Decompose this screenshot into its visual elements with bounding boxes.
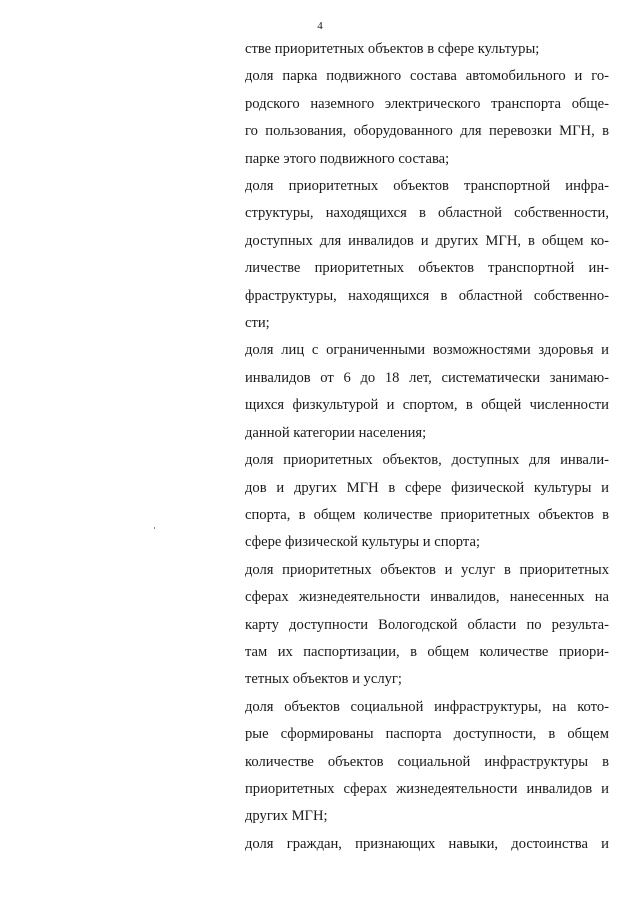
text-line: тетных объектов и услуг;	[245, 671, 402, 688]
text-line: сферах жизнедеятельности инвалидов, нанесенных на	[245, 589, 609, 606]
text-line: личестве приоритетных объектов транспортной ин-	[245, 260, 609, 277]
scan-artifact-dot	[154, 527, 155, 529]
text-line: родского наземного электрического транспорта обще-	[245, 95, 609, 112]
page-number: 4	[317, 20, 323, 32]
body-text	[245, 36, 609, 858]
text-line: рые сформированы паспорта доступности, в общем	[245, 726, 609, 743]
text-line: го пользования, оборудованного для перевозки МГН, в	[245, 123, 609, 140]
text-line: щихся физкультурой и спортом, в общей численности	[245, 397, 609, 414]
text-line: структуры, находящихся в областной собственности,	[245, 205, 609, 222]
text-line: дов и других МГН в сфере физической культуры и	[245, 479, 609, 496]
text-line: там их паспортизации, в общем количестве приори-	[245, 643, 609, 660]
text-line: данной категории населения;	[245, 424, 427, 441]
text-line: инвалидов от 6 до 18 лет, систематически занимаю-	[245, 369, 609, 386]
text-line: доля приоритетных объектов транспортной инфра-	[245, 178, 609, 195]
text-line: доля граждан, признающих навыки, достоинства и	[245, 835, 609, 852]
text-line: фраструктуры, находящихся в областной собственно-	[245, 287, 609, 304]
text-line: стве приоритетных объектов в сфере культуры;	[245, 41, 540, 57]
text-line: доступных для инвалидов и других МГН, в общем ко-	[245, 232, 609, 249]
text-line: других МГН;	[245, 808, 328, 825]
text-line: доля приоритетных объектов, доступных для инвали-	[245, 452, 609, 469]
text-line: количестве объектов социальной инфраструктуры в	[245, 753, 609, 770]
text-line: доля лиц с ограниченными возможностями здоровья и	[245, 342, 609, 359]
text-line: доля объектов социальной инфраструктуры, на кото-	[245, 698, 609, 715]
text-line: сфере физической культуры и спорта;	[245, 534, 481, 551]
text-line: сти;	[245, 315, 270, 332]
text-line: парке этого подвижного состава;	[245, 150, 450, 167]
text-line: доля приоритетных объектов и услуг в приоритетных	[245, 561, 609, 578]
text-line: спорта, в общем количестве приоритетных объектов в	[245, 506, 609, 523]
text-line: приоритетных сферах жизнедеятельности инвалидов и	[245, 780, 609, 797]
text-line: карту доступности Вологодской области по результа-	[245, 616, 609, 633]
text-line: доля парка подвижного состава автомобильного и го-	[245, 68, 609, 85]
